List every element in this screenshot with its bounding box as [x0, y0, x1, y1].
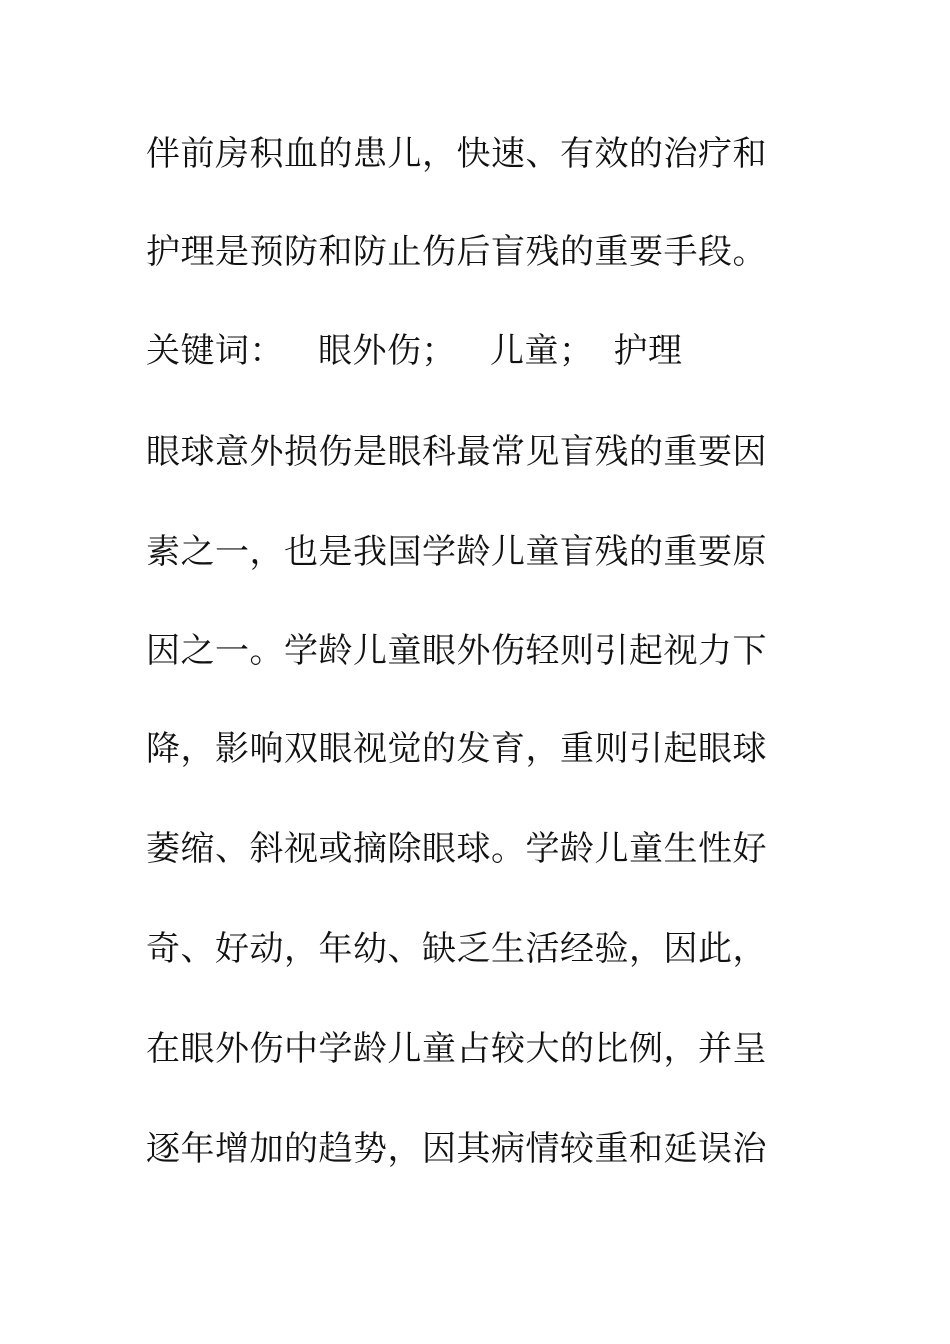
body-line-3: 因之一。学龄儿童眼外伤轻则引起视力下: [146, 631, 767, 671]
keyword-item: 眼外伤；: [318, 331, 456, 371]
text-line-1: 伴前房积血的患儿，快速、有效的治疗和: [146, 134, 767, 174]
text-line-2: 护理是预防和防止伤后盲残的重要手段。: [146, 232, 767, 272]
body-line-2: 素之一，也是我国学龄儿童盲残的重要原: [146, 532, 767, 572]
keyword-item: 护理: [613, 331, 683, 371]
body-line-6: 奇、好动，年幼、缺乏生活经验，因此，: [146, 929, 767, 969]
keywords-line: [146, 331, 683, 371]
body-line-4: 降，影响双眼视觉的发育，重则引起眼球: [146, 729, 767, 769]
body-line-7: 在眼外伤中学龄儿童占较大的比例，并呈: [146, 1029, 767, 1069]
body-line-8: 逐年增加的趋势，因其病情较重和延误治: [146, 1129, 767, 1169]
keyword-item: 儿童；: [490, 331, 594, 371]
body-line-5: 萎缩、斜视或摘除眼球。学龄儿童生性好: [146, 829, 767, 869]
body-line-1: 眼球意外损伤是眼科最常见盲残的重要因: [146, 432, 767, 472]
keywords-label: 关键词：: [146, 331, 284, 371]
